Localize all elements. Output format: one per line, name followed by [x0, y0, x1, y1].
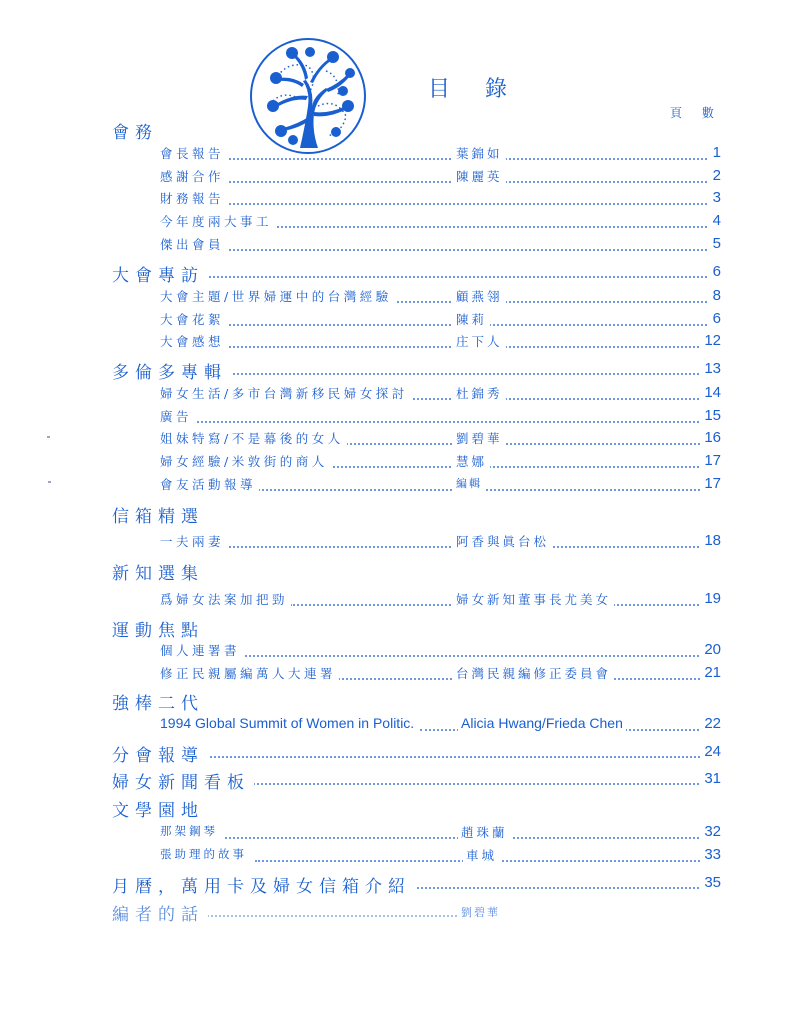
dot-leader — [225, 247, 715, 251]
dot-leader — [400, 396, 715, 400]
toc-section-row[interactable] — [0, 261, 807, 286]
toc-item-row[interactable] — [0, 429, 807, 451]
dot-leader — [380, 299, 715, 303]
toc-item-row[interactable] — [0, 310, 807, 332]
item-author: 編輯 — [453, 475, 485, 491]
toc-item-row[interactable] — [0, 235, 807, 257]
item-page-number: 17 — [700, 475, 721, 492]
toc-item-row[interactable] — [0, 823, 807, 845]
toc-section-row[interactable] — [0, 796, 807, 821]
item-author: 庄下人 — [453, 332, 506, 350]
item-title: 會友活動報導 — [160, 475, 259, 493]
item-page-number: 32 — [700, 823, 721, 840]
item-title: 1994 Global Summit of Women in Politic. — [160, 715, 417, 731]
item-page-number: 14 — [700, 384, 721, 401]
dot-leader — [390, 885, 715, 889]
dot-leader — [195, 754, 715, 758]
toc-item-row[interactable] — [0, 641, 807, 663]
item-page-number: 12 — [700, 332, 721, 349]
item-title: 大會主題/世界婦運中的台灣經驗 — [160, 287, 395, 305]
section-title: 編者的話 — [112, 900, 208, 925]
toc-section-row[interactable] — [0, 768, 807, 793]
toc-item-row[interactable] — [0, 384, 807, 406]
toc-section-row[interactable] — [0, 559, 807, 584]
toc-item-row[interactable] — [0, 144, 807, 166]
item-title: 今年度兩大事工 — [160, 212, 275, 230]
section-page-number: 31 — [700, 770, 721, 787]
item-author: 葉錦如 — [453, 144, 506, 162]
dot-leader — [200, 274, 715, 278]
dot-leader — [200, 913, 457, 917]
section-title: 文學園地 — [112, 796, 208, 821]
section-title: 會務 — [112, 118, 162, 143]
toc-item-row[interactable] — [0, 332, 807, 354]
item-page-number: 16 — [700, 429, 721, 446]
dot-leader — [260, 224, 715, 228]
section-page-number: 6 — [709, 263, 721, 280]
item-page-number: 17 — [700, 452, 721, 469]
toc-item-row[interactable] — [0, 287, 807, 309]
item-title: 那架鋼琴 — [160, 823, 221, 839]
item-title: 一夫兩妻 — [160, 532, 227, 550]
toc-item-row[interactable] — [0, 212, 807, 234]
toc-section-row[interactable] — [0, 900, 807, 925]
section-title: 分會報導 — [112, 741, 208, 766]
item-page-number: 19 — [700, 590, 721, 607]
section-title: 婦女新聞看板 — [112, 768, 254, 793]
item-title: 婦女經驗/米敦街的商人 — [160, 452, 331, 470]
dot-leader — [225, 371, 715, 375]
item-author: 車城 — [463, 846, 500, 864]
item-title: 會長報告 — [160, 144, 227, 162]
item-page-number: 6 — [709, 310, 721, 327]
item-title: 婦女生活/多市台灣新移民婦女探討 — [160, 384, 411, 402]
toc-section-row[interactable] — [0, 502, 807, 527]
item-author: 慧娜 — [453, 452, 490, 470]
item-page-number: 4 — [709, 212, 721, 229]
item-author: 劉碧華 — [458, 904, 503, 920]
toc-item-row[interactable] — [0, 407, 807, 429]
item-page-number: 22 — [700, 715, 721, 732]
toc-item-row[interactable] — [0, 189, 807, 211]
item-title: 姐妹特寫/不是幕後的女人 — [160, 429, 347, 447]
section-title: 信箱精選 — [112, 502, 208, 527]
item-page-number: 5 — [709, 235, 721, 252]
toc-item-row[interactable] — [0, 664, 807, 686]
item-page-number: 33 — [700, 846, 721, 863]
page-number-column-header: 頁 數 — [670, 106, 722, 120]
item-author: Alicia Hwang/Frieda Chen — [458, 715, 626, 731]
section-page-number: 35 — [700, 874, 721, 891]
item-page-number: 20 — [700, 641, 721, 658]
item-title: 廣告 — [160, 407, 195, 425]
toc-item-row[interactable] — [0, 715, 807, 737]
dot-leader — [325, 464, 715, 468]
item-author: 顧燕翎 — [453, 287, 506, 305]
item-author: 趙珠蘭 — [458, 823, 511, 841]
item-title: 感謝合作 — [160, 167, 227, 185]
item-title: 大會感想 — [160, 332, 227, 350]
scan-mark — [48, 481, 51, 483]
item-title: 大會花絮 — [160, 310, 227, 328]
section-page-number: 13 — [700, 360, 721, 377]
item-author: 婦女新知董事長尤美女 — [453, 590, 614, 608]
item-title: 爲婦女法案加把勁 — [160, 590, 291, 608]
section-title: 運動焦點 — [112, 616, 208, 641]
section-title: 新知選集 — [112, 559, 208, 584]
dot-leader — [225, 781, 715, 785]
item-page-number: 3 — [709, 189, 721, 206]
dot-leader — [255, 487, 715, 491]
toc-section-row[interactable] — [0, 872, 807, 897]
item-page-number: 8 — [709, 287, 721, 304]
toc-item-row[interactable] — [0, 475, 807, 497]
section-page-number: 24 — [700, 743, 721, 760]
item-title: 個人連署書 — [160, 641, 243, 659]
toc-section-row[interactable] — [0, 358, 807, 383]
dot-leader — [190, 419, 715, 423]
dot-leader — [335, 441, 715, 445]
section-title: 多倫多專輯 — [112, 358, 231, 383]
toc-section-row[interactable] — [0, 689, 807, 714]
page-title: 目 錄 — [428, 77, 521, 102]
item-author: 劉碧華 — [453, 429, 506, 447]
dot-leader — [225, 201, 715, 205]
item-title: 修正民親屬編萬人大連署 — [160, 664, 339, 682]
item-author: 阿香與眞台松 — [453, 532, 552, 550]
toc-section-row[interactable] — [0, 616, 807, 641]
toc-item-row[interactable] — [0, 452, 807, 474]
item-title: 財務報告 — [160, 189, 227, 207]
item-author: 陳麗英 — [453, 167, 506, 185]
toc-section-row[interactable] — [0, 118, 807, 143]
toc-item-row[interactable] — [0, 846, 807, 868]
item-author: 台灣民親編修正委員會 — [453, 664, 614, 682]
item-page-number: 15 — [700, 407, 721, 424]
item-author: 陳莉 — [453, 310, 490, 328]
item-page-number: 1 — [709, 144, 721, 161]
toc-item-row[interactable] — [0, 532, 807, 554]
section-title: 強棒二代 — [112, 689, 208, 714]
item-page-number: 21 — [700, 664, 721, 681]
toc-section-row[interactable] — [0, 741, 807, 766]
dot-leader — [240, 653, 715, 657]
section-title: 月曆，萬用卡及婦女信箱介紹 — [112, 872, 415, 897]
toc-item-row[interactable] — [0, 590, 807, 612]
toc-item-row[interactable] — [0, 167, 807, 189]
item-title: 傑出會員 — [160, 235, 227, 253]
item-author: 杜錦秀 — [453, 384, 506, 402]
scan-mark — [47, 436, 50, 438]
item-page-number: 18 — [700, 532, 721, 549]
section-title: 大會專訪 — [112, 261, 208, 286]
item-title: 張助理的故事 — [160, 846, 250, 862]
item-page-number: 2 — [709, 167, 721, 184]
